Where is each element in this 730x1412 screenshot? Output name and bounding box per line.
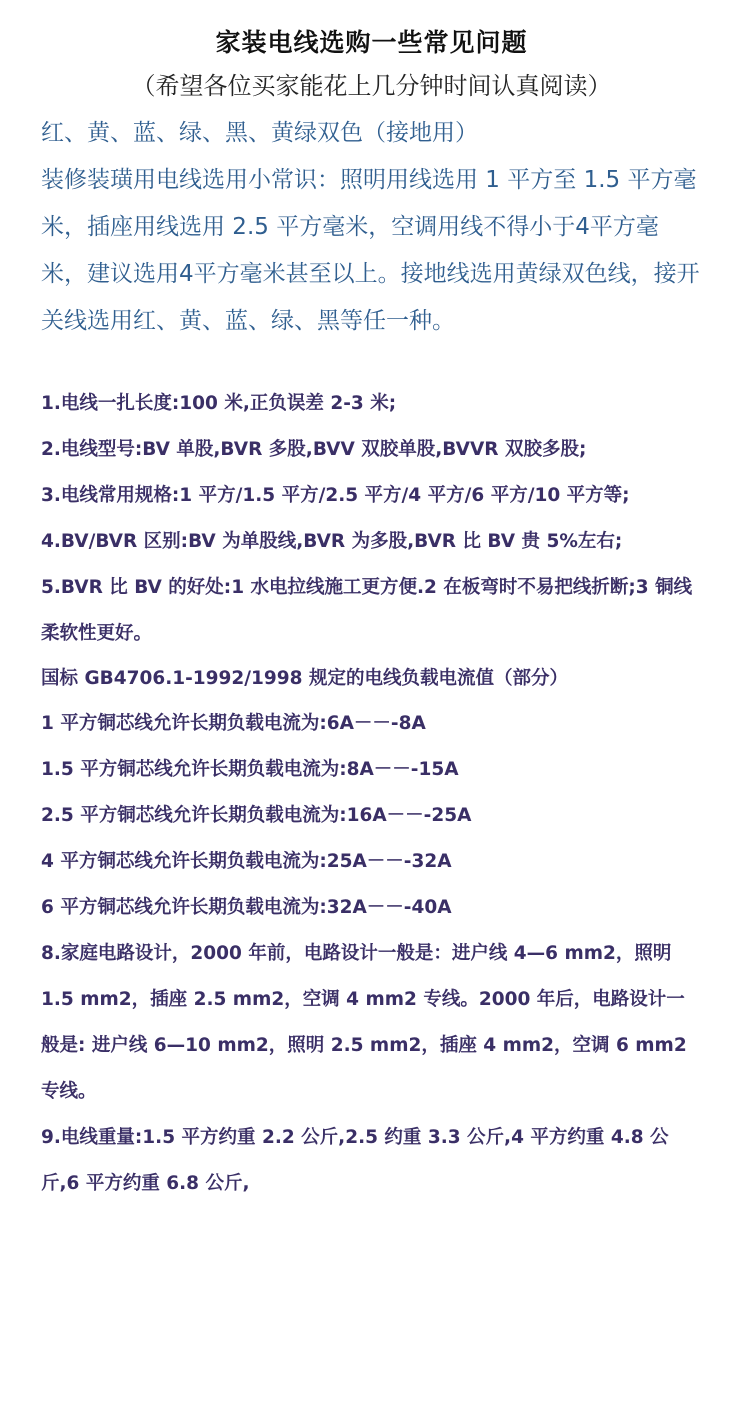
list-item: 6 平方铜芯线允许长期负载电流为:32A－－-40A xyxy=(41,897,452,918)
list-item: 1.5 平方铜芯线允许长期负载电流为:8A－－-15A xyxy=(41,759,459,780)
list-item: 1 平方铜芯线允许长期负载电流为:6A－－-8A xyxy=(41,713,426,734)
list-item: 1.电线一扎长度:100 米,正负误差 2-3 米; xyxy=(41,393,397,414)
list-item: 4 平方铜芯线允许长期负载电流为:25A－－-32A xyxy=(41,851,452,872)
tips-paragraph: 装修装璜用电线选用小常识：照明用线选用 1 平方至 1.5 平方毫米，插座用线选用 2.5 平方毫米，空调用线不得小于4平方毫米，建议选用4平方毫米甚至以上。接地线选用黄绿双色线，接开关线选用红、黄、蓝、绿、黑等任一种。 xyxy=(41,167,700,334)
list-item: 2.电线型号:BV 单股,BVR 多股,BVV 双胶单股,BVVR 双胶多股; xyxy=(41,439,587,460)
intro-block xyxy=(41,110,702,345)
list-item: 2.5 平方铜芯线允许长期负载电流为:16A－－-25A xyxy=(41,805,472,826)
standard-heading: 国标 GB4706.1-1992/1998 规定的电线负载电流值（部分） xyxy=(41,668,568,689)
list-item: 3.电线常用规格:1 平方/1.5 平方/2.5 平方/4 平方/6 平方/10 平方等; xyxy=(41,485,630,506)
document-title: 家装电线选购一些常见问题 xyxy=(215,28,528,57)
list-item: 9.电线重量:1.5 平方约重 2.2 公斤,2.5 约重 3.3 公斤,4 平方约重 4.8 公斤,6 平方约重 6.8 公斤, xyxy=(41,1127,669,1194)
list-item: 4.BV/BVR 区别:BV 为单股线,BVR 为多股,BVR 比 BV 贵 5%左右; xyxy=(41,531,623,552)
document-subtitle: （希望各位买家能花上几分钟时间认真阅读） xyxy=(131,72,612,100)
faq-list xyxy=(41,381,702,1207)
list-item: 5.BVR 比 BV 的好处:1 水电拉线施工更方便.2 在板弯时不易把线折断;3 铜线柔软性更好。 xyxy=(41,577,693,644)
list-item: 8.家庭电路设计，2000 年前，电路设计一般是：进户线 4—6 mm2，照明 1.5 mm2，插座 2.5 mm2，空调 4 mm2 专线。2000 年后，电路设计一般是: 进户线 6—10 mm2，照明 2.5 mm2，插座 4 mm2，空调 6 mm2 专线。 xyxy=(41,943,687,1102)
wire-colors-line: 红、黄、蓝、绿、黑、黄绿双色（接地用） xyxy=(41,120,478,146)
